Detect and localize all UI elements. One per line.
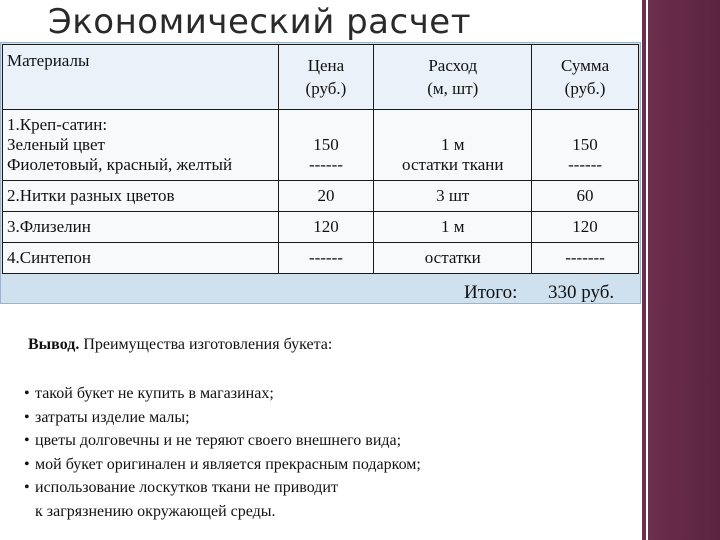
bullet-icon: •	[24, 385, 30, 402]
conclusion-bold: Вывод.	[28, 336, 80, 353]
cell-sum: 150 ------	[532, 110, 639, 181]
header-materials: Материалы	[3, 45, 279, 110]
conclusion-text: Преимущества изготовления букета:	[79, 336, 333, 353]
list-item	[24, 476, 421, 500]
cell-material: 1.Креп-сатин: Зеленый цвет Фиолетовый, красный, желтый	[3, 110, 279, 181]
cell-price: 20	[278, 181, 374, 212]
total-value: 330 руб.	[548, 282, 615, 303]
bullet-icon: •	[24, 408, 30, 426]
cell-price: 120	[278, 212, 374, 243]
table-row	[3, 243, 639, 274]
cell-usage: 1 м остатки ткани	[374, 110, 532, 181]
cell-sum: 60	[532, 181, 639, 212]
conclusion-line	[28, 336, 332, 354]
bullet-icon: •	[24, 432, 30, 449]
cell-usage: остатки	[374, 243, 532, 274]
header-sum: Сумма (руб.)	[532, 45, 639, 110]
bullet-icon: •	[24, 479, 30, 496]
sidebar-divider	[646, 0, 648, 540]
list-item-text: цветы долговечны и не теряют своего внешнего вида;	[35, 432, 402, 449]
list-item	[24, 382, 421, 406]
table-row	[3, 110, 639, 181]
cell-price: 150 ------	[278, 110, 374, 181]
header-price: Цена (руб.)	[278, 45, 374, 110]
table-row	[3, 181, 639, 212]
header-usage: Расход (м, шт)	[374, 45, 532, 110]
page-title: Экономический расчет	[48, 2, 472, 42]
table-row	[3, 212, 639, 243]
cell-sum: 120	[532, 212, 639, 243]
list-item	[24, 406, 421, 430]
list-item-text: к загрязнению окружающей среды.	[35, 502, 276, 520]
list-item-continuation	[24, 500, 421, 524]
cell-sum: -------	[532, 243, 639, 274]
cell-price: ------	[278, 243, 374, 274]
list-item-text: затраты изделие малы;	[35, 408, 190, 426]
list-item	[24, 429, 421, 453]
benefits-list	[24, 382, 421, 523]
total-label: Итого:	[464, 282, 518, 303]
list-item-text: такой букет не купить в магазинах;	[35, 385, 274, 402]
list-item-text: мой букет оригинален и является прекрасным подарком;	[35, 455, 421, 473]
cell-usage: 3 шт	[374, 181, 532, 212]
cell-material: 3.Флизелин	[3, 212, 279, 243]
table-header-row	[3, 45, 639, 110]
list-item-text: использование лоскутков ткани не приводит	[35, 479, 338, 496]
cost-table	[2, 44, 639, 274]
cell-material: 2.Нитки разных цветов	[3, 181, 279, 212]
cell-material: 4.Синтепон	[3, 243, 279, 274]
list-item	[24, 453, 421, 477]
cell-usage: 1 м	[374, 212, 532, 243]
decorative-sidebar	[642, 0, 720, 540]
bullet-icon: •	[24, 455, 30, 473]
